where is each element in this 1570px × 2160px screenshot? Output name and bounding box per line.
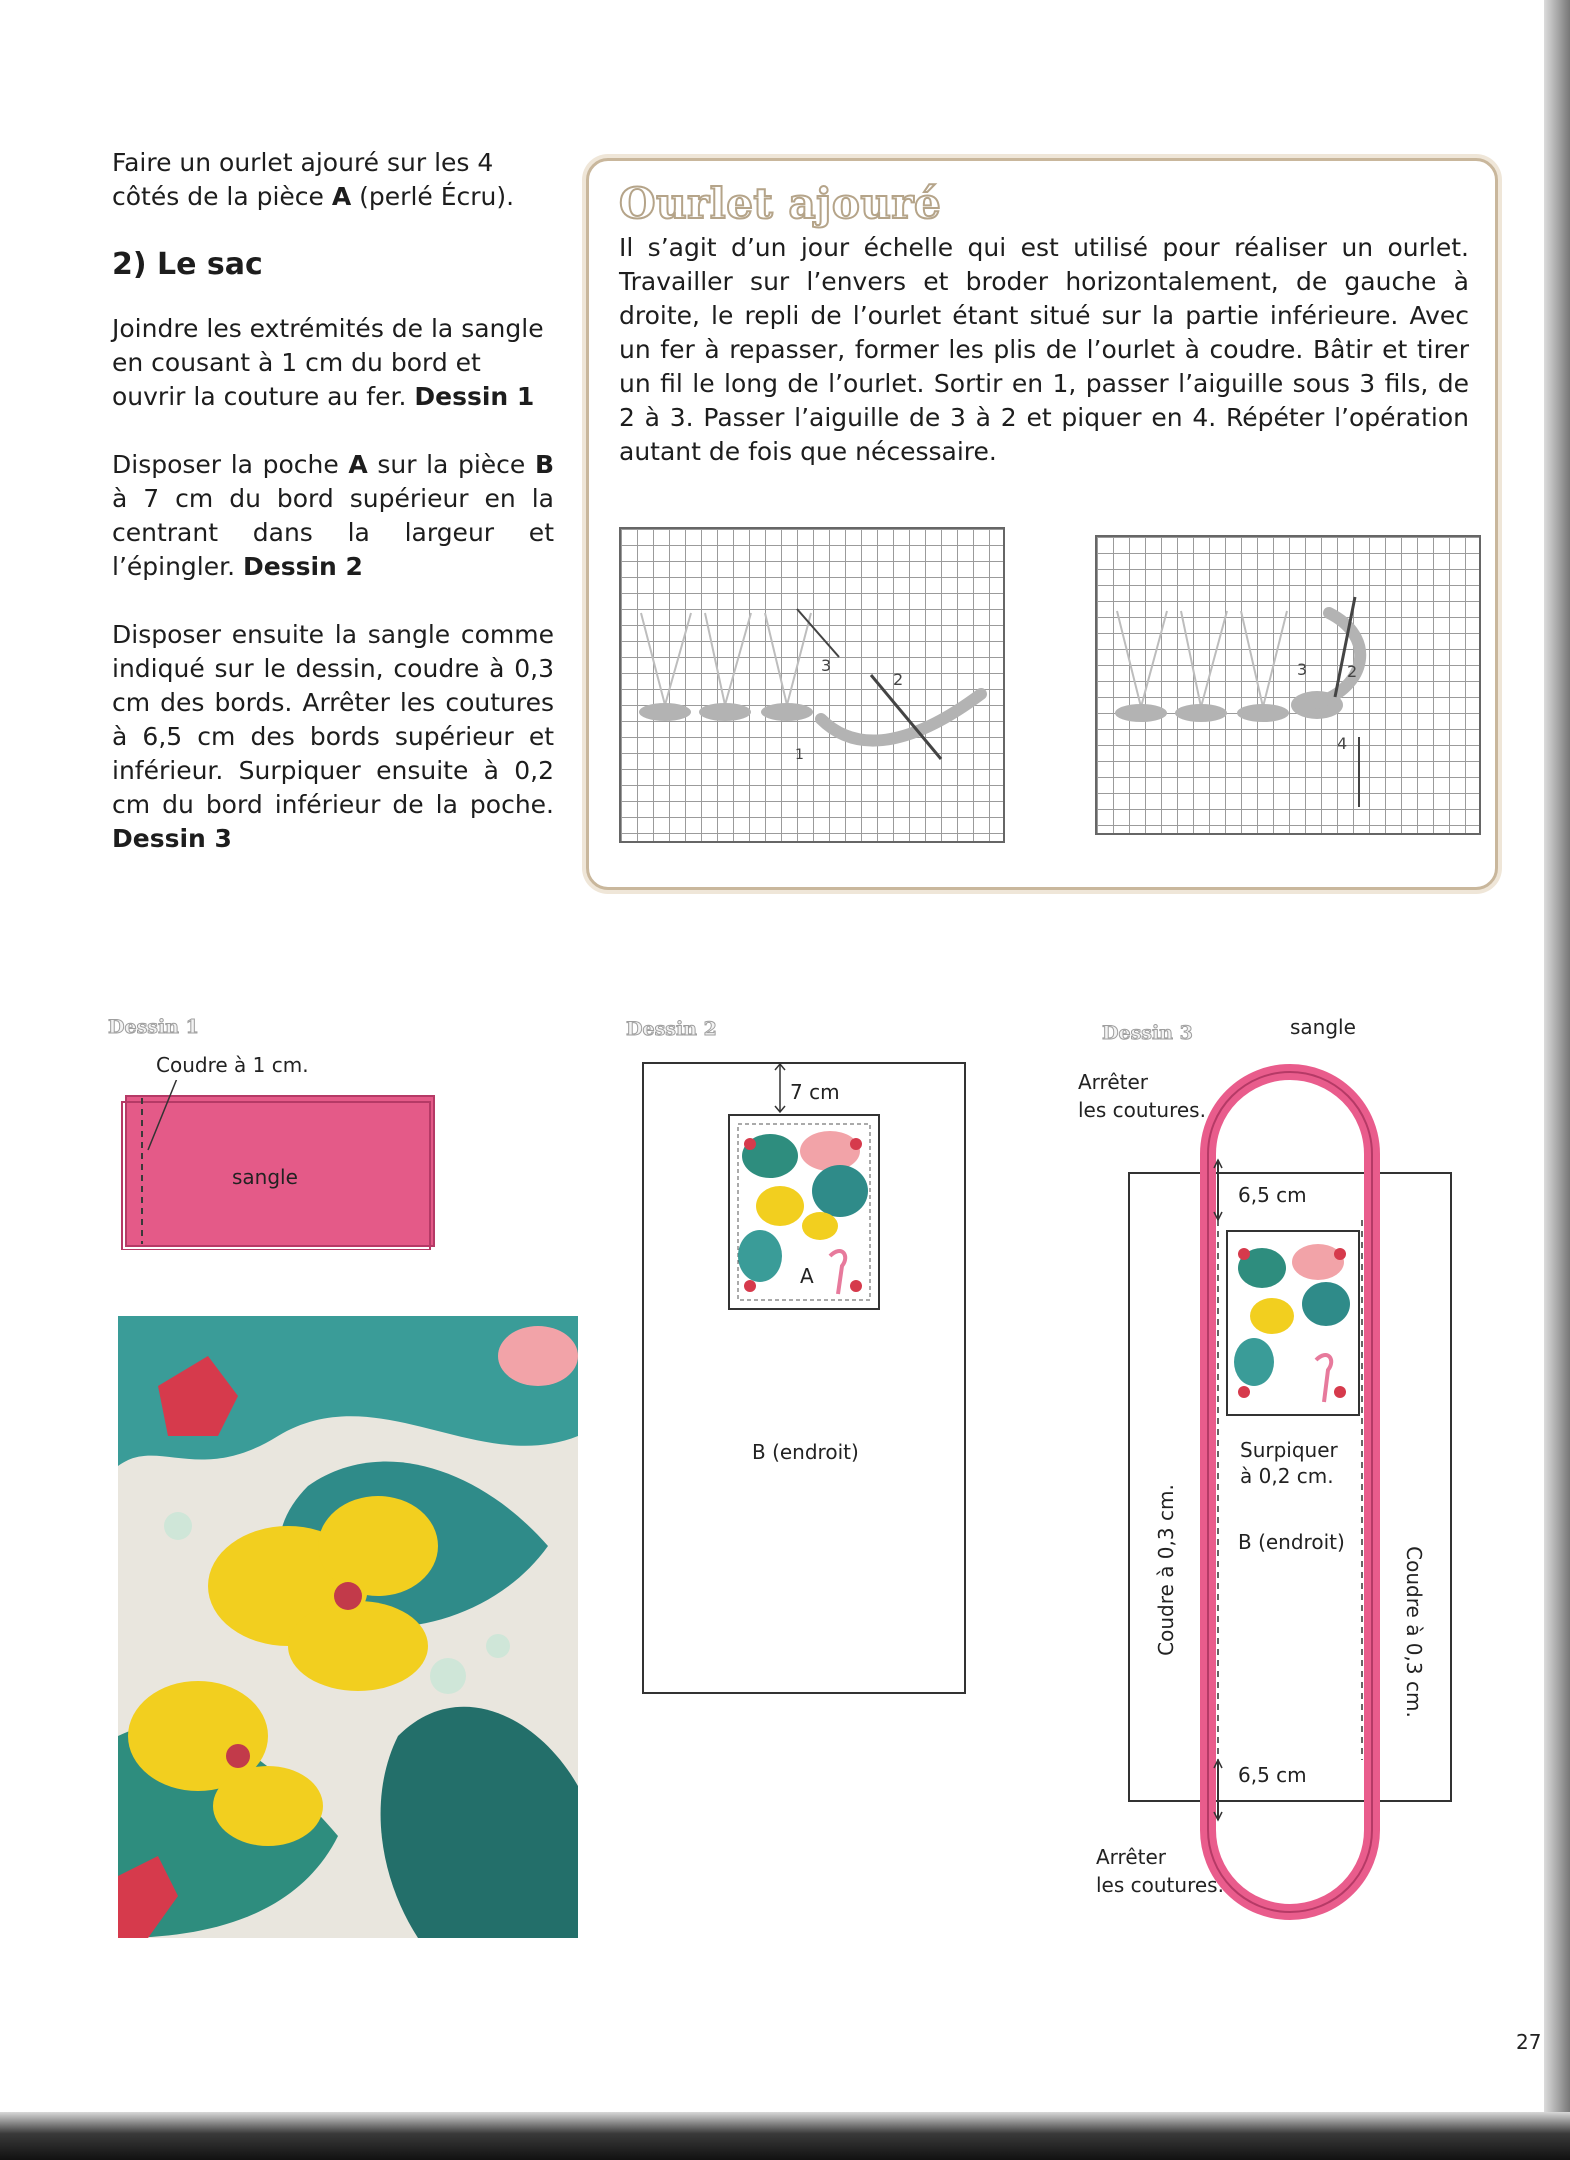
intro-paragraph: Faire un ourlet ajouré sur les 4 côtés de la pièce A (perlé Écru). [112,148,515,211]
dessin2-title: Dessin 2 [626,1018,717,1040]
box-body: Il s’agit d’un jour échelle qui est utilisé pour réaliser un ourlet. Travailler sur l’envers et broder horizontalement, de gauche à droite, le repli de l’ourlet étant situé sur la partie inférieure. Avec un fer à repasser, former les plis de l’ourlet à coudre. Bâtir et tirer un fil le long de l’ourlet. Sortir en 1, passer l’aiguille sous 3 fils, de 2 à 3. Passer l’aiguille de 3 à 2 et piquer en 4. Répéter l’opération autant de fois que nécessaire. [619,233,1469,466]
paragraph-2: Disposer la poche A sur la pièce B à 7 cm du bord supérieur en la centrant dans la largeur et l’épingler. Dessin 2 [112,450,554,581]
instructions-column [112,146,554,890]
dessin3-label-stop-top-2: les coutures. [1078,1098,1206,1122]
dessin3-title: Dessin 3 [1102,1022,1193,1044]
dessin3-label-stop-bottom-1: Arrêter [1096,1845,1167,1869]
fig1-label-2: 2 [893,670,904,689]
dessin1-label-strap: sangle [232,1165,298,1189]
dessin1-title: Dessin 1 [108,1016,199,1038]
dessin3-label-surpiquer-2: à 0,2 cm. [1240,1464,1334,1488]
embroidery-photo [118,1316,578,1938]
dessin3-label-65-top: 6,5 cm [1238,1183,1307,1207]
dessin3-label-stop-top-1: Arrêter [1078,1070,1149,1094]
dessin3-pocket [1226,1230,1360,1416]
fig2-label-4: 4 [1337,734,1348,753]
fig2-label-2: 2 [1347,662,1358,681]
dessin3-label-right: Coudre à 0,3 cm. [1401,1546,1426,1718]
scan-edge-bottom [0,2112,1570,2160]
box-title: Ourlet ajouré [619,179,942,228]
page-number: 27 [1516,2030,1542,2054]
dessin2-label-dist: 7 cm [790,1080,840,1104]
dessin1-label-top: Coudre à 1 cm. [156,1053,309,1077]
paragraph-1: Joindre les extrémités de la sangle en cousant à 1 cm du bord et ouvrir la couture au fer. Dessin 1 [112,314,544,411]
fig1-label-1: 1 [795,747,804,763]
dessin3-label-strap: sangle [1290,1015,1356,1039]
ourlet-ajoure-box [586,158,1498,890]
dessin3-label-65-bottom: 6,5 cm [1238,1763,1307,1787]
dessin3-label-piece: B (endroit) [1238,1530,1345,1554]
dessin3-label-stop-bottom-2: les coutures. [1096,1873,1224,1897]
scan-edge-right [1544,0,1570,2160]
dessin2-label-piece: B (endroit) [752,1440,859,1464]
fig2-label-3: 3 [1297,660,1308,679]
dessin2-label-pocket: A [800,1264,814,1288]
stitch-diagram-2 [1095,535,1481,835]
stitch-diagram-1 [619,527,1005,843]
dessin3-label-left: Coudre à 0,3 cm. [1153,1484,1178,1656]
dessin3-label-surpiquer-1: Surpiquer [1240,1438,1338,1462]
paragraph-3: Disposer ensuite la sangle comme indiqué sur le dessin, coudre à 0,3 cm des bords. Arrêter les coutures à 6,5 cm des bords supérieur et inférieur. Surpiquer ensuite à 0,2 cm du bord inférieur de la poche. Dessin 3 [112,620,554,853]
section-title: 2) Le sac [112,247,263,282]
fig1-label-3: 3 [821,656,832,675]
